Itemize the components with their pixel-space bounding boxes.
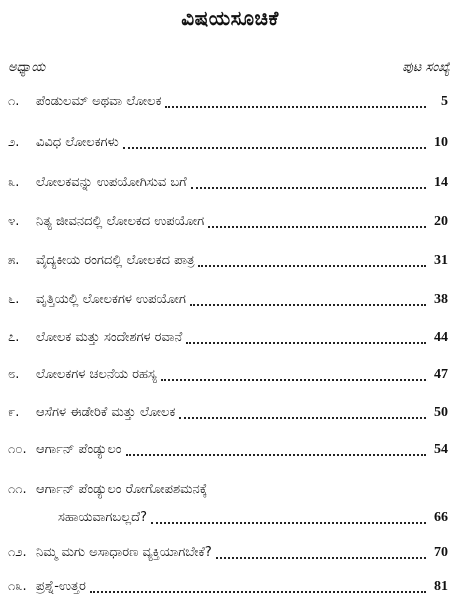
dot-leader (165, 96, 426, 108)
entry-title: ನಿತ್ಯ ಜೀವನದಲ್ಲಿ ಲೋಲಕದ ಉಪಯೋಗ (36, 214, 205, 229)
toc-entry (8, 544, 448, 562)
entry-number: ೯. (8, 405, 20, 420)
dot-leader (208, 216, 426, 228)
toc-entry (8, 252, 448, 270)
entry-title: ಆಸೆಗಳ ಈಡೇರಿಕೆ ಮತ್ತು ಲೋಲಕ (36, 405, 176, 420)
dot-leader (216, 547, 426, 559)
toc-entry (8, 481, 448, 527)
entry-number: ೨. (8, 135, 20, 150)
page-title: ವಿಷಯಸೂಚಿಕೆ (181, 6, 279, 30)
chapter-column-header: ಅಧ್ಯಾಯ (8, 60, 46, 75)
entry-title: ಆರ್ಗಾನ್ ಪೆಂಡ್ಯುಲಂ ರೋಗೋಪಶಮನಕ್ಕೆ (36, 482, 208, 497)
entry-title: ವೃತ್ತಿಯಲ್ಲಿ ಲೋಲಕಗಳ ಉಪಯೋಗ (36, 292, 186, 307)
dot-leader (190, 294, 426, 306)
entry-page: 50 (434, 405, 448, 420)
entry-page: 10 (434, 135, 448, 150)
entry-number: ೩. (8, 175, 20, 190)
toc-entry (8, 329, 448, 347)
entry-number: ೧೨. (8, 545, 27, 560)
dot-leader (191, 177, 426, 189)
dot-leader (198, 255, 426, 267)
toc-entry (8, 291, 448, 309)
entry-number: ೧೦. (8, 442, 27, 457)
entry-page: 44 (434, 330, 448, 345)
dot-leader (123, 137, 426, 149)
page-number-column-header: ಪುಟ ಸಂಖ್ಯೆ (402, 60, 450, 75)
toc-entry (8, 134, 448, 152)
toc-entry (8, 441, 448, 459)
entry-page: 31 (434, 253, 448, 268)
entry-title: ಆರ್ಗಾನ್ ಪೆಂಡ್ಯುಲಂ (36, 442, 122, 457)
entry-number: ೧೩. (8, 579, 27, 594)
entry-title: ಪೆಂಡುಲಮ್ ಅಥವಾ ಲೋಲಕ (36, 94, 162, 109)
entry-title: ವಿವಿಧ ಲೋಲಕಗಳು (36, 135, 119, 150)
dot-leader (126, 444, 426, 456)
entry-title: ಪ್ರಶ್ನೆ-ಉತ್ತರ (36, 579, 86, 594)
entry-number: ೬. (8, 292, 20, 307)
entry-page: 70 (434, 545, 448, 560)
toc-entry (8, 404, 448, 422)
entry-page: 54 (434, 442, 448, 457)
toc-entry (8, 213, 448, 231)
entry-page: 81 (434, 579, 448, 594)
entry-title: ನಿಮ್ಮ ಮಗು ಅಸಾಧಾರಣ ವ್ಯಕ್ತಿಯಾಗಬೇಕೆ? (36, 545, 212, 560)
dot-leader (161, 369, 426, 381)
entry-page: 20 (434, 214, 448, 229)
entry-title-continued: ಸಹಾಯವಾಗಬಲ್ಲದೆ? (58, 510, 147, 525)
dot-leader (90, 581, 426, 593)
entry-title: ಲೋಲಕಗಳ ಚಲನೆಯ ರಹಸ್ಯ (36, 367, 157, 382)
entry-page: 66 (434, 510, 448, 525)
dot-leader (179, 407, 426, 419)
dot-leader (151, 512, 426, 524)
entry-title: ವೈದ್ಯಕೀಯ ರಂಗದಲ್ಲಿ ಲೋಲಕದ ಪಾತ್ರ (36, 253, 195, 268)
toc-entry (8, 578, 448, 596)
entry-number: ೪. (8, 214, 20, 229)
entry-page: 47 (434, 367, 448, 382)
dot-leader (186, 332, 426, 344)
entry-number: ೭. (8, 330, 20, 345)
entry-title: ಲೋಲಕವನ್ನು ಉಪಯೋಗಿಸುವ ಬಗೆ (36, 175, 187, 190)
entry-number: ೮. (8, 367, 20, 382)
toc-entry (8, 174, 448, 192)
entry-number: ೧. (8, 94, 20, 109)
entry-number: ೧೧. (8, 482, 27, 497)
entry-page: 38 (434, 292, 448, 307)
toc-entry (8, 366, 448, 384)
entry-number: ೫. (8, 253, 20, 268)
entry-title: ಲೋಲಕ ಮತ್ತು ಸಂದೇಶಗಳ ರವಾನೆ (36, 330, 183, 345)
toc-entry (8, 93, 448, 111)
entry-page: 5 (441, 94, 448, 109)
entry-page: 14 (434, 175, 448, 190)
